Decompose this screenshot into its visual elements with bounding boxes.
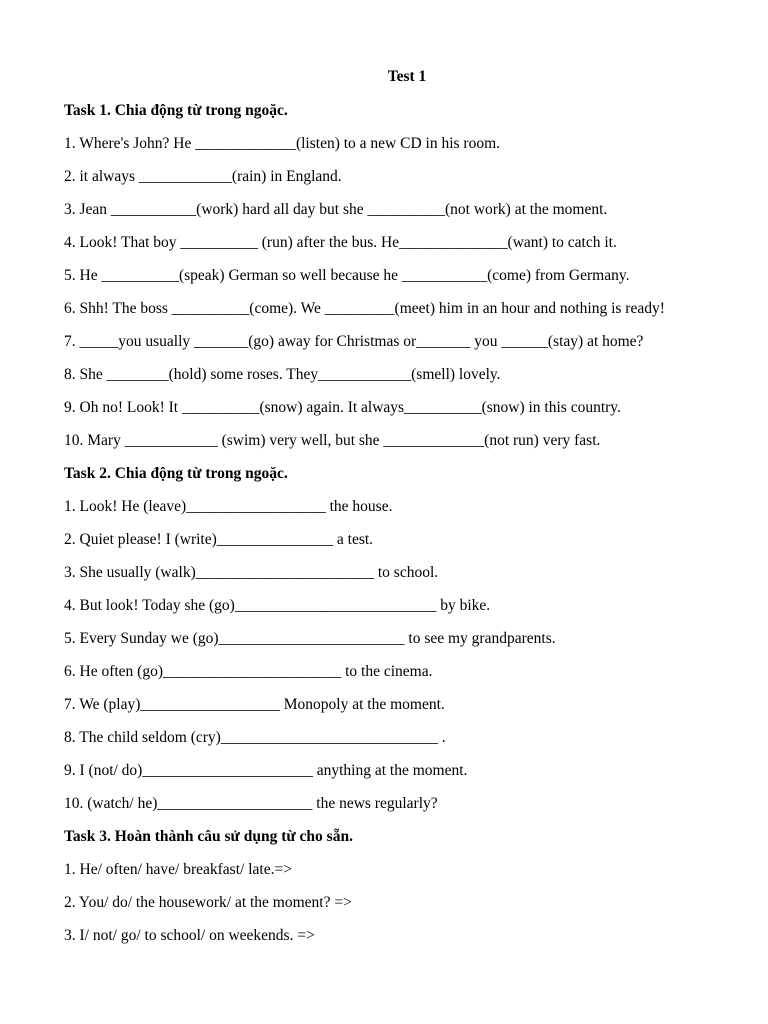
task-2-item: 4. But look! Today she (go)__________________________ by bike.: [64, 597, 491, 614]
task-1-item: 2. it always ____________(rain) in England.: [64, 168, 342, 185]
task-1-item: 9. Oh no! Look! It __________(snow) again. It always__________(snow) in this country.: [64, 399, 621, 416]
task-2-item: 7. We (play)__________________ Monopoly at the moment.: [64, 696, 445, 713]
task-2-heading: Task 2. Chia động từ trong ngoặc.: [64, 465, 288, 482]
task-2-item: 3. She usually (walk)_______________________ to school.: [64, 564, 439, 581]
task-1-item: 8. She ________(hold) some roses. They____________(smell) lovely.: [64, 366, 501, 383]
task-2-item: 5. Every Sunday we (go)________________________ to see my grandparents.: [64, 630, 556, 647]
task-1-item: 10. Mary ____________ (swim) very well, but she _____________(not run) very fast.: [64, 432, 601, 449]
task-1-item: 7. _____you usually _______(go) away for Christmas or_______ you ______(stay) at home?: [64, 333, 644, 350]
task-2-item: 1. Look! He (leave)__________________ the house.: [64, 498, 393, 515]
task-3-item: 2. You/ do/ the housework/ at the moment? =>: [64, 894, 352, 911]
task-1-item: 4. Look! That boy __________ (run) after the bus. He______________(want) to catch it.: [64, 234, 617, 251]
task-1-item: 6. Shh! The boss __________(come). We _________(meet) him in an hour and nothing is ready!: [64, 300, 665, 317]
task-1-item: 3. Jean ___________(work) hard all day but she __________(not work) at the moment.: [64, 201, 608, 218]
task-3-item: 1. He/ often/ have/ breakfast/ late.=>: [64, 861, 292, 878]
task-2-item: 10. (watch/ he)____________________ the news regularly?: [64, 795, 438, 812]
task-1-item: 1. Where's John? He _____________(listen) to a new CD in his room.: [64, 135, 501, 152]
task-2-item: 2. Quiet please! I (write)_______________ a test.: [64, 531, 374, 548]
task-1-heading: Task 1. Chia động từ trong ngoặc.: [64, 102, 288, 119]
document-title: Test 1: [387, 68, 427, 85]
task-1-item: 5. He __________(speak) German so well because he ___________(come) from Germany.: [64, 267, 630, 284]
task-2-item: 6. He often (go)_______________________ to the cinema.: [64, 663, 433, 680]
task-3-heading: Task 3. Hoàn thành câu sử dụng từ cho sẵn.: [64, 828, 353, 845]
task-3-item: 3. I/ not/ go/ to school/ on weekends. =>: [64, 927, 315, 944]
task-2-item: 8. The child seldom (cry)____________________________ .: [64, 729, 446, 746]
task-2-item: 9. I (not/ do)______________________ anything at the moment.: [64, 762, 468, 779]
